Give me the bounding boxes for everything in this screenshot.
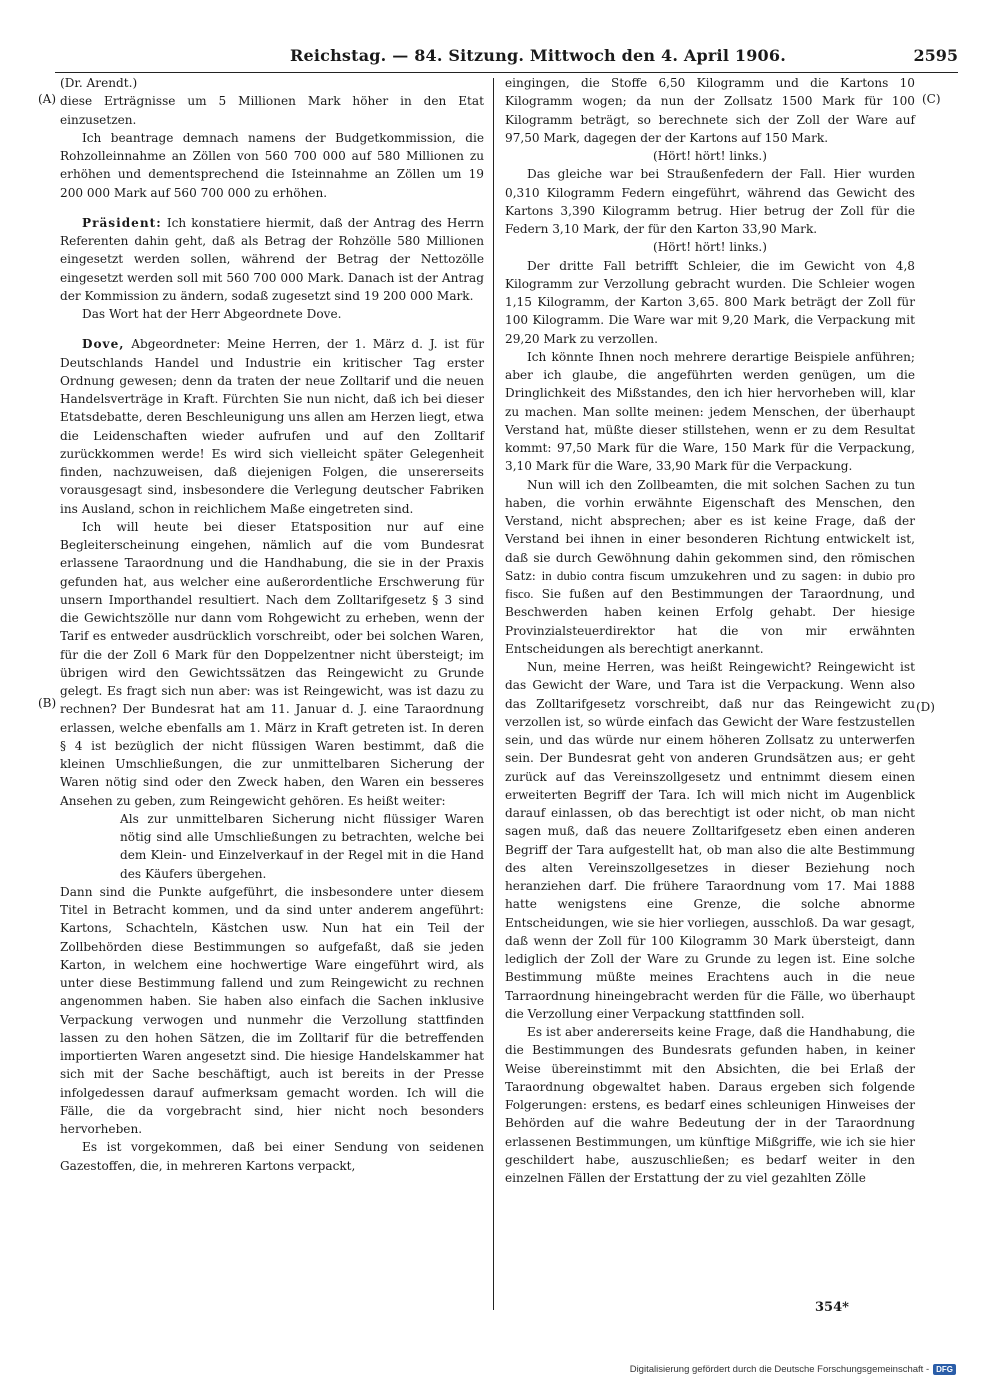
latin-phrase: in dubio contra fiscum xyxy=(541,567,665,583)
margin-marker-a: (A) xyxy=(38,92,57,106)
paragraph-text: Sie fußen auf den Bestimmungen der Taraordnung, und Beschwerden haben keinen Erfolg gehabt. Der hiesige Provinzialsteuerdirektor hat die von mir erwähnten Entscheidungen als berechtigt anerkannt. xyxy=(505,587,915,656)
paragraph: Ich will heute bei dieser Etatsposition nur auf eine Begleiterscheinung eingehen, nämlich auf die vom Bundesrat erlassene Taraordnung und die Handhabung, die sie in der Praxis gefunden hat, aus welcher eine außerordentliche Erschwerung für unsern Importhandel resultiert. Nach dem Zolltarifgesetz § 3 sind die Gewichtszölle nur dann vom Rohgewicht zu erheben, wenn der Tarif es entweder ausdrücklich vorschreibt, oder bei solchen Waren, für die der Zoll 6 Mark für den Doppelzentner nicht übersteigt; im übrigen wird den Gewichtssätzen das Reingewicht zu Grunde gelegt. Es fragt sich nun aber: was ist Reingewicht, was ist dazu zu rechnen? Der Bundesrat hat am 11. Januar d. J. eine Taraordnung erlassen, welche ebenfalls am 1. März in Kraft getreten ist. In deren § 4 ist bezüglich der nicht flüssigen Waren bestimmt, daß die kleinen Umschließungen, die zur unmittelbaren Sicherung der Waren nötig sind oder den Zweck haben, den Waren ein besseres Ansehen zu geben, zum Reingewicht gehören. Es heißt weiter: xyxy=(60,519,484,808)
header-rule xyxy=(55,72,958,73)
speaker-reference: (Dr. Arendt.) xyxy=(60,76,138,90)
margin-marker-b: (B) xyxy=(38,696,57,710)
margin-marker-d: (D) xyxy=(916,700,935,714)
paragraph xyxy=(505,476,915,659)
sheet-number: 354* xyxy=(815,1300,849,1315)
paragraph: Ich beantrage demnach namens der Budgetkommission, die Rohzolleinnahme an Zöllen von 560 700 000 auf 580 Millionen zu erhöhen und dementsprechend die Isteinnahme an Zöllen um 19 200 000 Mark auf 560 700 000 zu erhöhen. xyxy=(60,130,484,200)
paragraph-text: umzukehren und zu sagen: xyxy=(670,568,842,583)
paragraph-text: Ich konstatiere hiermit, daß der Antrag des Herrn Referenten dahin geht, daß als Betrag der Rohzölle 580 Millionen eingesetzt werden sollen, während der Betrag der Nettozölle eingesetzt werden soll mit 560 700 000 Mark. Danach ist der Antrag der Kommission zu ändern, sodaß zugesetzt sind 19 200 000 Mark. xyxy=(60,215,484,303)
block-quote: Als zur unmittelbaren Sicherung nicht flüssiger Waren nötig sind alle Umschließungen zu betrachten, welche bei dem Klein- und Einzelverkauf in der Regel mit in die Hand des Käufers übergehen. xyxy=(120,811,484,881)
paragraph: eingingen, die Stoffe 6,50 Kilogramm und die Kartons 10 Kilogramm wogen; da nun der Zollsatz 1500 Mark für 100 Kilogramm beträgt, so berechnete sich der Zoll der Ware auf 97,50 Mark, dagegen der der Kartons auf 150 Mark. xyxy=(505,76,915,145)
paragraph: Nun, meine Herren, was heißt Reingewicht? Reingewicht ist das Gewicht der Ware, und Tara ist die Verpackung. Wenn also das Zolltarifgesetz vorschreibt, daß nur das Reingewicht zu verzollen ist, so würde einfach das Gewicht der Ware festzustellen sein, und das würde nur einem höheren Zollsatz zu unterwerfen sein. Der Bundesrat geht von anderen Grundsätzen aus; er geht zurück auf das Vereinszollgesetz und entnimmt diesem einen erweiterten Begriff der Tara. Ich will mich nicht im Augenblick darauf einlassen, ob das berechtigt ist oder nicht, ob man nicht sagen muß, daß das neuere Zolltarifgesetz eben einen anderen Begriff der Tara aufgestellt hat, ob man also die alte Bestimmung des alten Vereinszollgesetzes in dieser Beziehung noch heranziehen darf. Die frühere Taraordnung vom 17. Mai 1888 hatte wenigstens eine Grenze, die solche abnorme Entscheidungen, wie sie hier vorliegen, ausschloß. Da war gesagt, daß wenn der Zoll für 100 Kilogramm 30 Mark übersteigt, dann lediglich der Zoll der Ware zu Grunde zu legen ist. Eine solche Bestimmung müßte meines Erachtens auch in die neue Tarraordnung hineingebracht werden für die Fälle, wo überhaupt die Verzollung einer Verpackung stattfinden soll. xyxy=(505,660,915,1021)
credit-text: Digitalisierung gefördert durch die Deutsche Forschungsgemeinschaft - xyxy=(629,1364,930,1375)
column-divider xyxy=(493,78,494,1310)
digitization-credit xyxy=(630,1364,956,1375)
paragraph: Ich könnte Ihnen noch mehrere derartige Beispiele anführen; aber ich glaube, die angeführten werden genügen, um die Dringlichkeit des Mißstandes, den ich hier hervorheben will, klar zu machen. Man sollte meinen: jedem Menschen, der überhaupt Verstand hat, müßte dieser stillstehen, wenn er zu dem Resultat kommt: 97,50 Mark für die Ware, 150 Mark für die Verpackung, 3,10 Mark für die Ware, 33,90 Mark für die Verpackung. xyxy=(505,349,915,474)
paragraph-text: Abgeordneter: Meine Herren, der 1. März d. J. ist für Deutschlands Handel und Industrie ein kritischer Tag erster Ordnung gewesen; denn da traten der neue Zolltarif und die neuen Handelsverträge in Kraft. Fürchten Sie nun nicht, daß ich bei dieser Etatsdebatte, deren Beschleunigung uns allen am Herzen liegt, etwa die Leidenschaften wieder aufrufen und auf den Zolltarif zurückkommen werde! Es wird sich vielleicht später Gelegenheit finden, nachzuweisen, daß diejenigen Folgen, die unsererseits vorausgesagt sind, insbesondere die Verlegung deutscher Fabriken ins Ausland, schon in reichlichem Maße eingetreten sind. xyxy=(60,337,484,516)
left-column xyxy=(60,74,484,1175)
header-title: Reichstag. — 84. Sitzung. Mittwoch den 4. April 1906. xyxy=(290,46,786,65)
paragraph: Das Wort hat der Herr Abgeordnete Dove. xyxy=(82,307,342,321)
interjection: (Hört! hört! links.) xyxy=(653,149,767,163)
latin-phrase: in dubio pro fisco. xyxy=(505,567,915,601)
right-column xyxy=(505,74,915,1187)
paragraph-text: Nun will ich den Zollbeamten, die mit solchen Sachen zu tun haben, die vorhin erwähnte Eigenschaft des Menschen, den Verstand, nicht absprechen; aber es ist keine Frage, daß der Verstand bei ihnen in einer besonderen Richtung entwickelt ist, daß sie durch Gewöhnung dahin gekommen sind, den römischen Satz: xyxy=(505,477,915,583)
paragraph: Es ist aber andererseits keine Frage, daß die Handhabung, die die Bestimmungen des Bundesrats gefunden haben, in keiner Weise übereinstimmt mit den Absichten, die bei Erlaß der Taraordnung obgewaltet haben. Daraus ergeben sich folgende Folgerungen: erstens, es bedarf eines schleunigen Hinweises der Behörden auf die wahre Bedeutung der in der Taraordnung erlassenen Bestimmungen, um künftige Mißgriffe, wie ich sie hier geschildert habe, auszuschließen; es bedarf weiter in den einzelnen Fällen der Erstattung der zu viel gezahlten Zölle xyxy=(505,1025,915,1185)
paragraph: Der dritte Fall betrifft Schleier, die im Gewicht von 4,8 Kilogramm zur Verzollung gebracht wurden. Die Schleier wogen 1,15 Kilogramm, der Karton 3,65. 800 Mark beträgt der Zoll für 100 Kilogramm. Die Ware war mit 9,20 Mark, die Verpackung mit 29,20 Mark zu verzollen. xyxy=(505,258,915,346)
speaker-name: Präsident: xyxy=(82,215,162,230)
paragraph: Es ist vorgekommen, daß bei einer Sendung von seidenen Gazestoffen, die, in mehreren Kartons verpackt, xyxy=(60,1140,484,1173)
paragraph: Das gleiche war bei Straußenfedern der Fall. Hier wurden 0,310 Kilogramm Federn eingeführt, während das Gewicht des Kartons 3,390 Kilogramm betrug. Hier betrug der Zoll für die Federn 3,10 Mark, der für den Karton 33,90 Mark. xyxy=(505,167,915,236)
paragraph xyxy=(60,335,484,518)
paragraph: Dann sind die Punkte aufgeführt, die insbesondere unter diesem Titel in Betracht kommen, und da sind unter anderem angeführt: Kartons, Schachteln, Kästchen usw. Nun hat ein Teil der Zollbehörden diese Bestimmungen so aufgefaßt, daß sie jeden Karton, in welchem eine hochwertige Ware eingeführt wird, als unter diese Bestimmung fallend und zum Reingewicht zu rechnen angenommen haben. Sie haben also einfach die Sachen inklusive Verpackung verwogen und nunmehr die Verzollung stattfinden lassen zu den hohen Sätzen, die im Zolltarif für die betreffenden importierten Waren angesetzt sind. Die hiesige Handelskammer hat sich mit der Sache beschäftigt, auch ist bereits in der Presse infolgedessen darauf aufmerksam gemacht worden. Ich will die Fälle, die da vorgebracht sind, hier nicht noch besonders hervorheben. xyxy=(60,884,484,1136)
page-number: 2595 xyxy=(913,46,958,65)
margin-marker-c: (C) xyxy=(922,92,941,106)
paragraph xyxy=(60,214,484,305)
page-header xyxy=(40,46,958,70)
dfg-logo-icon: DFG xyxy=(933,1364,956,1375)
speaker-name: Dove, xyxy=(82,337,125,352)
paragraph: diese Erträgnisse um 5 Millionen Mark höher in den Etat einzusetzen. xyxy=(60,94,484,127)
interjection: (Hört! hört! links.) xyxy=(653,240,767,255)
